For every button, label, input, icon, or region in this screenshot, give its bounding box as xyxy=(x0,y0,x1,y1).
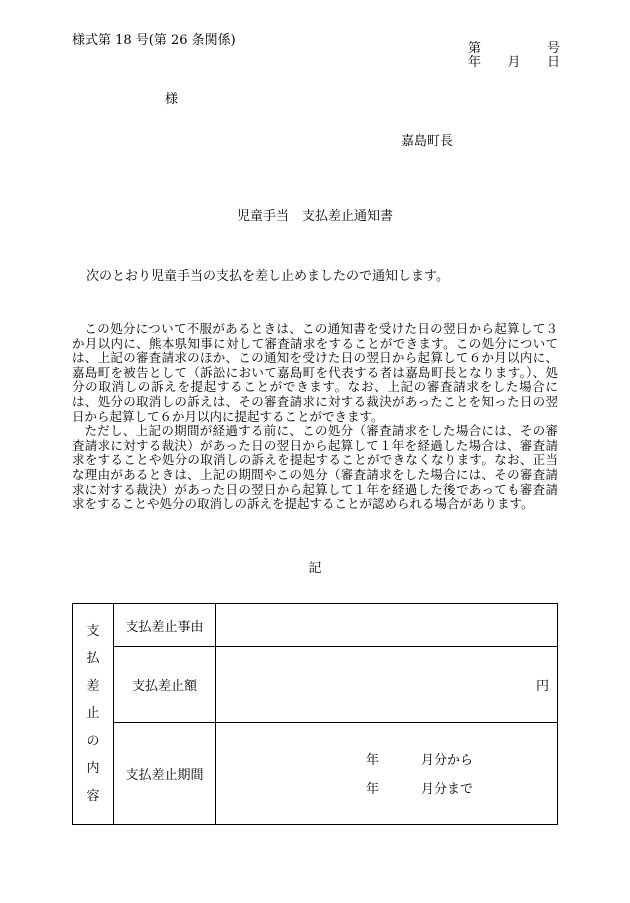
suspension-details-table xyxy=(72,603,558,825)
reason-value[interactable] xyxy=(216,604,558,647)
table-row xyxy=(73,723,558,825)
vertical-char: 支 xyxy=(86,623,100,639)
vertical-char: 払 xyxy=(86,651,100,667)
period-from xyxy=(366,749,473,768)
appeal-notice xyxy=(72,322,558,512)
date-month: 月 xyxy=(507,55,521,70)
sender: 嘉島町長 xyxy=(401,134,454,149)
form-number: 様式第 18 号(第 26 条関係) xyxy=(72,33,236,48)
doc-number-label: 第 xyxy=(468,41,482,56)
yen-unit: 円 xyxy=(535,679,549,694)
amount-value[interactable] xyxy=(216,647,558,723)
period-from-year: 年 xyxy=(366,753,380,768)
period-label: 支払差止期間 xyxy=(114,723,216,825)
addressee: 様 xyxy=(165,92,179,107)
doc-number-suffix: 号 xyxy=(546,41,560,56)
vertical-char: の xyxy=(86,733,100,749)
document-number-date xyxy=(468,42,560,70)
notice-paragraph: この処分について不服があるときは、この通知書を受けた日の翌日から起算して３か月以内に、熊本県知事に対して審査請求をすることができます。この処分については、上記の審査請求のほか、この通知を受けた日の翌日から起算して６か月以内に、嘉島町を被告として（訴訟において嘉島町を代表する者は嘉島町長となります。）、処分の取消しの訴えを提起することができます。なお、上記の審査請求をした場合には、処分の取消しの訴えは、その審査請求に対する裁決があったことを知った日の翌日から起算して６か月以内に提起することができます。 xyxy=(72,321,558,424)
vertical-char: 止 xyxy=(86,706,100,722)
issue-date xyxy=(468,56,560,70)
document-title: 児童手当 支払差止通知書 xyxy=(236,209,393,224)
vertical-char: 差 xyxy=(86,678,100,694)
date-year: 年 xyxy=(468,55,482,70)
table-row xyxy=(73,647,558,723)
ki-heading: 記 xyxy=(308,561,322,576)
vertical-char: 容 xyxy=(86,788,100,804)
notice-paragraph: ただし、上記の期間が経過する前に、この処分（審査請求をした場合には、その審査請求に対する裁決）があった日の翌日から起算して１年を経過した場合は、審査請求をすることや処分の取消しの訴えを提起することができなくなります。なお、正当な理由があるときは、上記の期間やこの処分（審査請求をした場合には、その審査請求に対する裁決）があった日の翌日から起算して１年を経過した後であっても審査請求をすることや処分の取消しの訴えを提起することが認められる場合があります。 xyxy=(72,423,558,512)
vertical-char: 内 xyxy=(86,761,100,777)
document-number xyxy=(468,42,560,56)
period-value[interactable] xyxy=(216,723,558,825)
period-to xyxy=(366,778,473,797)
reason-label: 支払差止事由 xyxy=(114,604,216,647)
vertical-heading xyxy=(73,604,114,825)
intro-text: 次のとおり児童手当の支払を差し止めましたので通知します。 xyxy=(86,269,449,284)
period-from-rest: 月分から xyxy=(421,753,474,768)
amount-label: 支払差止額 xyxy=(114,647,216,723)
table-row xyxy=(73,604,558,647)
period-to-rest: 月分まで xyxy=(421,782,474,797)
date-day: 日 xyxy=(546,55,560,70)
period-to-year: 年 xyxy=(366,782,380,797)
